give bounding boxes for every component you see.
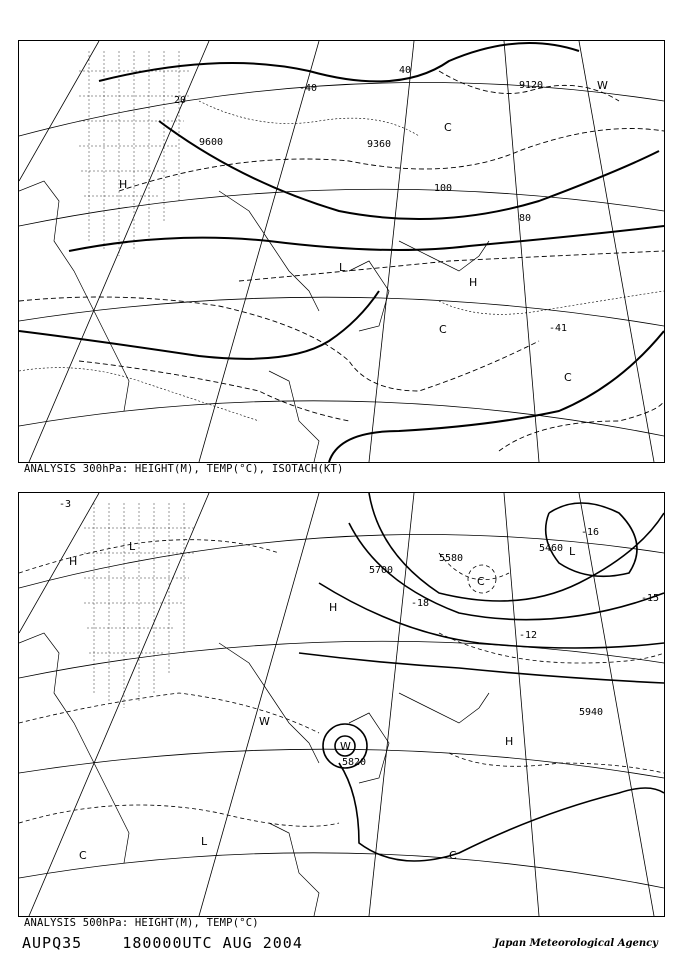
height-label-9120: 9120 xyxy=(519,80,544,91)
height-label-9600: 9600 xyxy=(199,137,224,148)
center-high: H xyxy=(505,735,514,748)
height-label-5940: 5940 xyxy=(579,707,604,718)
temperature-label-minus18: -18 xyxy=(411,598,430,609)
center-warm: W xyxy=(259,715,270,728)
terrain-hatching xyxy=(84,503,194,708)
center-low: L xyxy=(339,261,346,274)
center-cold: C xyxy=(477,575,485,588)
height-contours xyxy=(19,43,664,462)
caption-500hpa: ANALYSIS 500hPa: HEIGHT(M), TEMP(°C) xyxy=(24,917,259,929)
isotach-label-40: 40 xyxy=(399,65,412,76)
center-high: H xyxy=(119,178,128,191)
center-cold: C xyxy=(444,121,452,134)
analysis-300hpa-map xyxy=(18,40,665,463)
height-label-5820: 5820 xyxy=(342,757,367,768)
height-contours xyxy=(299,493,664,861)
chart-id: AUPQ35 xyxy=(22,934,83,952)
center-warm: W xyxy=(597,79,608,92)
map-300hpa-svg xyxy=(19,41,664,462)
height-label-9360: 9360 xyxy=(367,139,392,150)
isotach-label-20: 20 xyxy=(174,95,187,106)
temperature-label-minus15: -15 xyxy=(641,593,660,604)
isotherms xyxy=(19,540,664,827)
height-label-5580: 5580 xyxy=(439,553,464,564)
isotach-label-100: 100 xyxy=(434,183,453,194)
map-500hpa-svg xyxy=(19,493,664,916)
valid-time: 180000UTC AUG 2004 xyxy=(122,934,303,952)
temperature-label-minus41: -41 xyxy=(549,323,568,334)
terrain-hatching xyxy=(79,51,189,256)
graticule xyxy=(19,493,664,916)
chart-identifier xyxy=(22,934,303,952)
center-cold: C xyxy=(79,849,87,862)
temperature-label-minus12: -12 xyxy=(519,630,538,641)
height-label-5460: 5460 xyxy=(539,543,564,554)
center-low: L xyxy=(129,540,136,553)
height-label-5700: 5700 xyxy=(369,565,394,576)
center-cold: C xyxy=(449,849,457,862)
center-cold: C xyxy=(564,371,572,384)
graticule xyxy=(19,41,664,462)
analysis-500hpa-map xyxy=(18,492,665,917)
center-high: H xyxy=(329,601,338,614)
center-low: L xyxy=(569,545,576,558)
isotach-label-80: 80 xyxy=(519,213,532,224)
caption-300hpa: ANALYSIS 300hPa: HEIGHT(M), TEMP(°C), ISOTACH(KT) xyxy=(24,463,344,475)
agency-credit: Japan Meteorological Agency xyxy=(494,938,658,949)
center-high: H xyxy=(469,276,478,289)
center-high: H xyxy=(69,555,78,568)
center-cold: C xyxy=(439,323,447,336)
temperature-label-minus16: -16 xyxy=(581,527,600,538)
temperature-label-minus3: -3 xyxy=(59,499,72,510)
center-warm: W xyxy=(340,740,351,753)
temperature-label-minus40: -40 xyxy=(299,83,318,94)
center-low: L xyxy=(201,835,208,848)
